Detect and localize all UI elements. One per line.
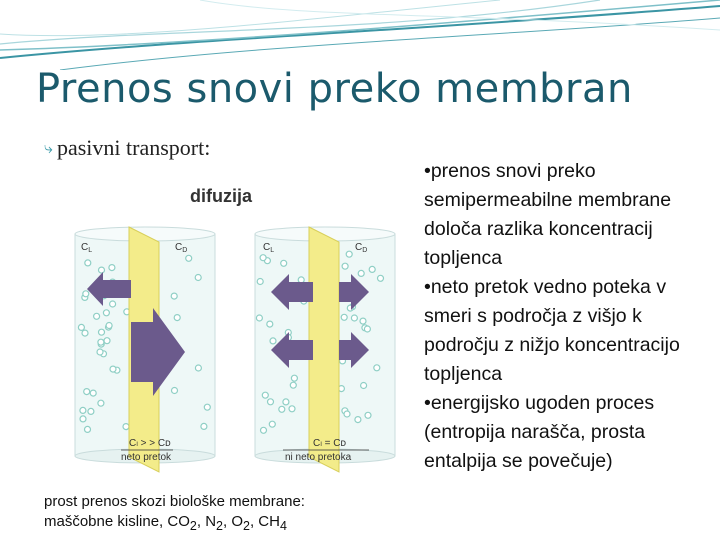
particle: [186, 255, 192, 261]
particle: [256, 315, 262, 321]
particle: [85, 426, 91, 432]
particle: [88, 408, 94, 414]
right-membrane: [309, 227, 339, 472]
right-cl-label: $C_L$: [263, 242, 275, 254]
particle: [342, 263, 348, 269]
particle: [269, 421, 275, 427]
hook-bullet-icon: ⤷: [44, 138, 53, 157]
particle: [98, 339, 104, 345]
particle: [110, 301, 116, 307]
particle: [364, 326, 370, 332]
particle: [291, 375, 297, 381]
particle: [94, 313, 100, 319]
header-decoration: [0, 0, 720, 70]
figure-caption: [44, 492, 305, 536]
particle: [261, 427, 267, 433]
particle: [195, 365, 201, 371]
particle: [109, 265, 115, 271]
particle: [355, 417, 361, 423]
particle: [103, 310, 109, 316]
particle: [98, 400, 104, 406]
particle: [351, 315, 357, 321]
particle: [344, 411, 350, 417]
particle: [99, 267, 105, 273]
particle: [83, 291, 89, 297]
left-cd-label: $C_D$: [175, 242, 188, 254]
left-condition: Cₗ > > Cᴅ: [129, 438, 171, 449]
caption-line-2: maščobne kisline, $CO_2$, $N_2$, $O_2$, $CH_4$: [44, 513, 287, 533]
particle: [201, 423, 207, 429]
particle: [341, 314, 347, 320]
particle: [90, 390, 96, 396]
particle: [369, 266, 375, 272]
left-flow-label: neto pretok: [121, 452, 172, 463]
particle: [174, 315, 180, 321]
caption-line-1: prost prenos skozi biološke membrane:: [44, 493, 305, 510]
particle: [360, 318, 366, 324]
right-flow-label: ni neto pretoka: [285, 452, 352, 463]
right-condition: Cₗ = Cᴅ: [313, 438, 347, 449]
particle: [262, 392, 268, 398]
particle: [361, 383, 367, 389]
particle: [110, 366, 116, 372]
left-cylinder: [75, 227, 215, 472]
page-title: Prenos snovi preko membran: [36, 66, 633, 112]
particle: [104, 338, 110, 344]
particle: [204, 404, 210, 410]
particle: [195, 275, 201, 281]
particle: [268, 399, 274, 405]
explanation-paragraph-2: •neto pretok vedno poteka v smeri s področja z višjo k področju z nižjo koncentracijo topljenca: [424, 276, 680, 385]
particle: [290, 382, 296, 388]
particle: [267, 321, 273, 327]
explanation-paragraph-1: •prenos snovi preko semipermeabilne membrane določa razlika koncentracij topljenca: [424, 160, 672, 269]
particle: [283, 399, 289, 405]
particle: [346, 251, 352, 257]
explanation-paragraph-3: •energijsko ugoden proces (entropija narašča, prosta entalpija se povečuje): [424, 392, 655, 472]
bullet-text: pasivni transport:: [56, 135, 211, 160]
particle: [84, 389, 90, 395]
right-cd-label: $C_D$: [355, 242, 368, 254]
particle: [358, 270, 364, 276]
left-cl-label: $C_L$: [81, 242, 93, 254]
particle: [80, 416, 86, 422]
particle: [281, 260, 287, 266]
particle: [106, 323, 112, 329]
particle: [78, 324, 84, 330]
particle: [123, 424, 129, 430]
particle: [172, 388, 178, 394]
particle: [365, 412, 371, 418]
particle: [270, 338, 276, 344]
bullet-pasivni-transport: [44, 135, 210, 161]
particle: [260, 255, 266, 261]
particle: [171, 293, 177, 299]
right-cylinder: [255, 227, 395, 472]
particle: [80, 407, 86, 413]
particle: [97, 349, 103, 355]
particle: [289, 406, 295, 412]
particle: [99, 329, 105, 335]
particle: [374, 365, 380, 371]
particle: [82, 330, 88, 336]
particle: [257, 279, 263, 285]
particle: [85, 260, 91, 266]
explanation-text: [424, 157, 718, 476]
particle: [279, 406, 285, 412]
particle: [378, 275, 384, 281]
diffusion-figure: [57, 222, 407, 477]
subheading-difuzija: difuzija: [190, 186, 252, 206]
